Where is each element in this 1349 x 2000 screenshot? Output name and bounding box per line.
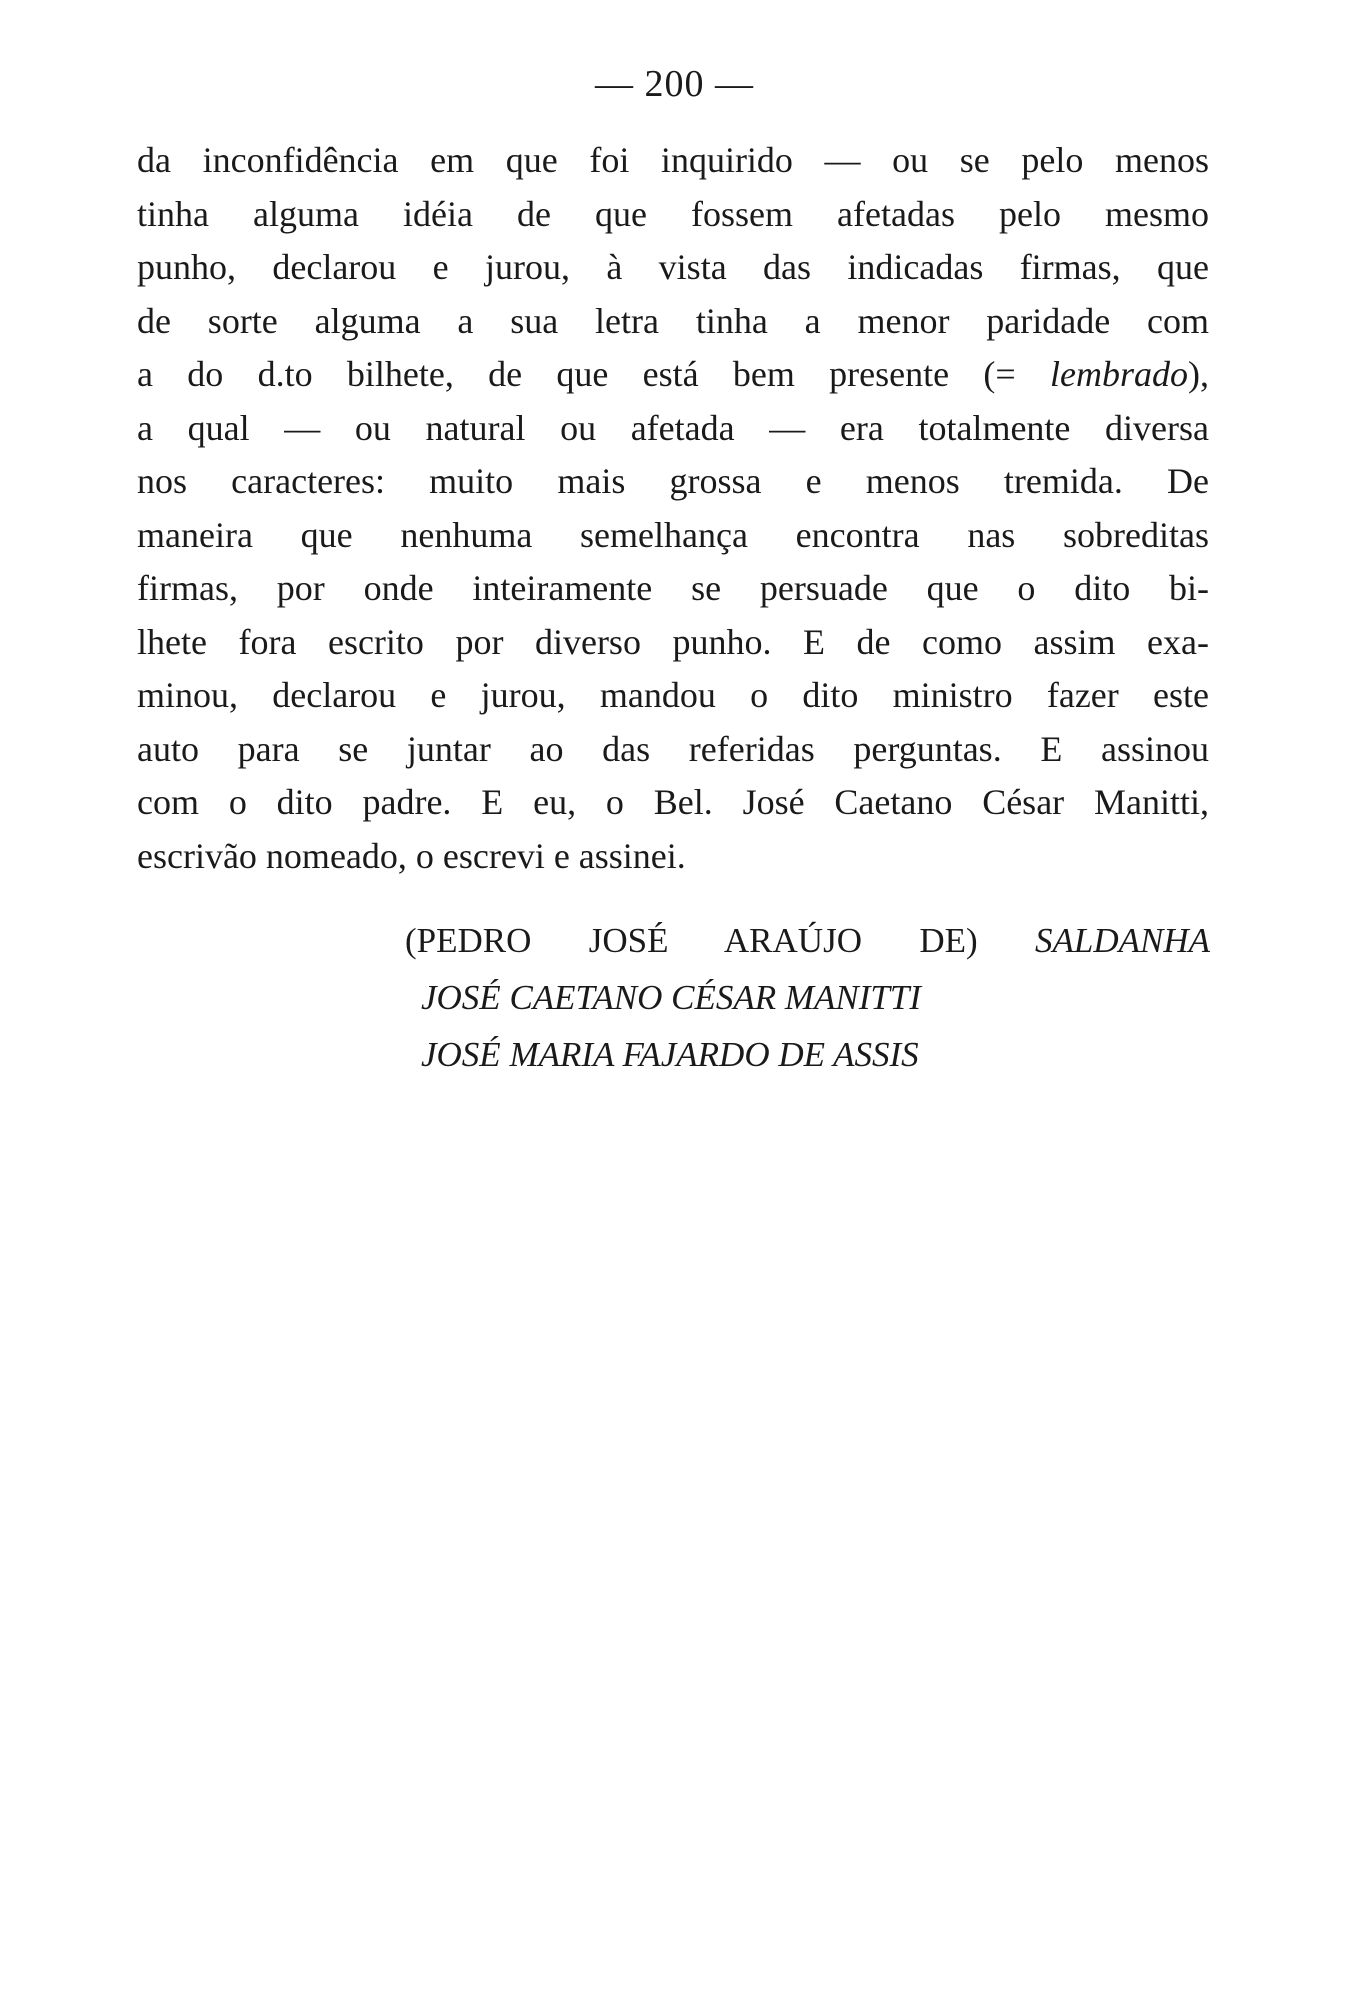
- text-line: nos caracteres: muito mais grossa e menos tremida. De: [137, 461, 1209, 501]
- signature-name: JOSÉ MARIA FAJARDO DE ASSIS: [421, 1035, 919, 1074]
- text-line: tinha alguma idéia de que fossem afetadas pelo mesmo: [137, 193, 1209, 234]
- signature-block: [405, 912, 1210, 1083]
- signature-prefix: (PEDRO JOSÉ ARAÚJO DE): [405, 921, 978, 960]
- text-segment: ),: [1188, 354, 1210, 394]
- text-line: firmas, por onde inteiramente se persuade que o dito bi-: [137, 568, 1209, 608]
- text-segment: a do d.to bilhete, de que está bem presente (=: [137, 354, 1016, 394]
- text-line: auto para se juntar ao das referidas perguntas. E assinou: [137, 728, 1209, 769]
- body-paragraph: [137, 134, 1209, 883]
- text-line: lhete fora escrito por diverso punho. E de como assim exa-: [137, 621, 1209, 662]
- text-line: a qual — ou natural ou afetada — era totalmente diversa: [137, 407, 1209, 448]
- text-line-with-italic: [137, 348, 1209, 402]
- signature-name: JOSÉ CAETANO CÉSAR MANITTI: [421, 978, 922, 1017]
- signature-manitti: [405, 969, 1210, 1026]
- text-line: punho, declarou e jurou, à vista das indicadas firmas, que: [137, 247, 1209, 287]
- text-line: minou, declarou e jurou, mandou o dito ministro fazer este: [137, 675, 1209, 715]
- text-line: maneira que nenhuma semelhança encontra nas sobreditas: [137, 514, 1209, 555]
- text-line: com o dito padre. E eu, o Bel. José Caetano César Manitti,: [137, 782, 1209, 822]
- text-line: escrivão nomeado, o escrevi e assinei.: [137, 835, 686, 876]
- signature-saldanha: [405, 912, 1210, 969]
- signature-assis: [405, 1026, 1210, 1083]
- page-number: — 200 —: [595, 63, 754, 105]
- italic-word: lembrado: [1050, 354, 1189, 394]
- text-line: da inconfidência em que foi inquirido — ou se pelo menos: [137, 140, 1209, 180]
- text-line: de sorte alguma a sua letra tinha a menor paridade com: [137, 300, 1209, 341]
- signature-surname: SALDANHA: [1035, 921, 1210, 960]
